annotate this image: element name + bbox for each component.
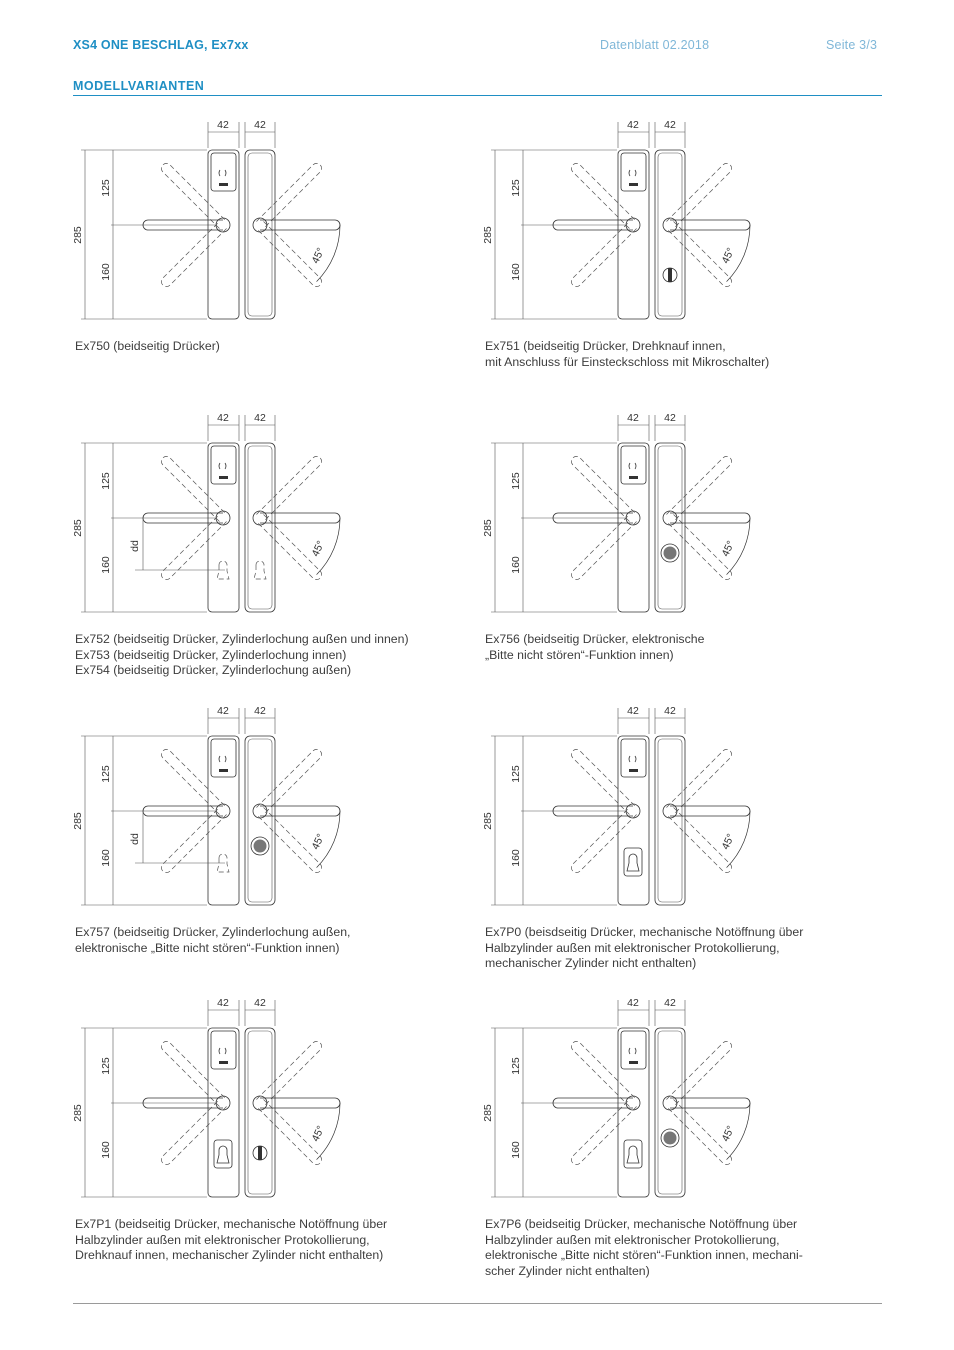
rfid-icon [629,1048,636,1054]
inner-plate [655,443,685,612]
dimension-width-outer-label: 42 [217,705,229,717]
outer-lever-rotated-up [569,161,636,228]
half-cylinder-icon [627,854,639,871]
fitting-drawing [72,990,475,1205]
inner-lever-rotated-up [256,161,323,228]
caption-line: elektronische „Bitte nicht stören“-Funktion innen) [75,940,340,955]
dimension-upper-label: 125 [100,179,112,197]
outer-plate [618,1028,649,1197]
do-not-disturb-fill [664,1132,677,1145]
dimension-width-inner-label: 42 [254,119,266,131]
led-indicator [629,476,638,479]
variant-caption [75,339,475,355]
caption-line: Ex7P1 (beidseitig Drücker, mechanische Notöffnung über [75,1217,388,1231]
caption-line: Ex7P0 (beisdseitig Drücker, mechanische Notöffnung über [485,925,804,939]
dimension-upper-label: 125 [510,179,522,197]
angle-label: 45° [309,538,328,559]
caption-line: mechanischer Zylinder nicht enthalten) [485,956,697,970]
dimension-upper-label: 125 [510,1057,522,1075]
inner-plate-border [248,153,272,316]
document-title: XS4 ONE BESCHLAG, Ex7xx [73,38,249,52]
angle-label: 45° [309,245,328,266]
half-cylinder-icon [627,1146,639,1163]
outer-plate [618,150,649,319]
variant-caption [485,925,885,972]
caption-line: Drehknauf innen, mechanischer Zylinder nicht enthalten) [75,1248,384,1262]
variant-caption [485,632,885,663]
outer-lever-rotated-down [569,1099,636,1166]
dimension-upper-label: 125 [100,1057,112,1075]
half-cylinder-cover [624,1140,642,1168]
thumb-turn-grip [668,268,672,282]
outer-plate [618,736,649,905]
caption-line: Ex752 (beidseitig Drücker, Zylinderlochung außen und innen) [75,632,409,646]
inner-plate [245,736,275,905]
dimension-width-outer-label: 42 [627,412,639,424]
dimension-width-inner-label: 42 [254,997,266,1009]
inner-plate [655,150,685,319]
angle-label: 45° [719,831,738,852]
inner-plate-border [248,1031,272,1194]
dimension-lower-label: 160 [100,263,112,281]
dimension-total-label: 285 [72,812,84,830]
caption-line: Halbzylinder außen mit elektronischer Protokollierung, [485,940,780,955]
led-indicator [219,1061,228,1064]
dimension-lower-label: 160 [510,849,522,867]
inner-plate [655,1028,685,1197]
dimension-width-inner-label: 42 [664,997,676,1009]
caption-line: Ex750 (beidseitig Drücker) [75,339,220,353]
dimension-lower-label: 160 [100,556,112,574]
dimension-lower-label: 160 [510,556,522,574]
dimension-width-inner-label: 42 [664,705,676,717]
outer-lever-rotated-up [569,454,636,521]
outer-lever-rotated-up [159,747,226,814]
inner-plate-border [248,739,272,902]
fitting-drawing [72,405,475,620]
caption-line: Halbzylinder außen mit elektronischer Protokollierung, [485,1232,780,1247]
rfid-icon [629,463,636,469]
dimension-lower-label: 160 [510,1141,522,1159]
dimension-width-inner-label: 42 [664,412,676,424]
dimension-total-label: 285 [482,812,494,830]
rfid-icon [219,756,226,762]
dimension-lower-label: 160 [510,263,522,281]
dimension-width-inner-label: 42 [254,412,266,424]
section-title: MODELLVARIANTEN [73,79,205,93]
dimension-width-outer-label: 42 [627,119,639,131]
outer-plate [208,150,239,319]
led-indicator [629,1061,638,1064]
inner-lever-rotated-up [666,747,733,814]
led-indicator [219,476,228,479]
do-not-disturb-fill [664,547,677,560]
half-cylinder-icon [217,1146,229,1163]
dimension-total-label: 285 [72,1104,84,1122]
dimension-dd-label: dd [129,540,141,552]
caption-line: elektronische „Bitte nicht stören“-Funktion innen, mechani- [485,1248,803,1262]
variant-caption [485,339,885,370]
caption-line: Halbzylinder außen mit elektronischer Protokollierung, [75,1232,370,1247]
angle-label: 45° [309,1123,328,1144]
caption-line: Ex753 (beidseitig Drücker, Zylinderlochung innen) [75,647,347,662]
outer-lever-rotated-up [159,454,226,521]
caption-line: mit Anschluss für Einsteckschloss mit Mikroschalter) [485,354,770,369]
led-indicator [219,183,228,186]
dimension-total-label: 285 [72,519,84,537]
dimension-dd-label: dd [129,833,141,845]
fitting-drawing [72,698,475,913]
thumb-turn-grip [258,1146,262,1160]
outer-lever-rotated-up [569,1039,636,1106]
dimension-width-outer-label: 42 [217,119,229,131]
dimension-lower-label: 160 [100,849,112,867]
inner-lever-rotated-up [256,1039,323,1106]
outer-lever-rotated-down [159,221,226,288]
dimension-total-label: 285 [482,226,494,244]
cylinder-hole-inner [254,561,266,579]
inner-plate [245,443,275,612]
header-rule [73,95,882,96]
inner-plate [245,150,275,319]
inner-plate-border [658,739,682,902]
inner-plate [655,736,685,905]
inner-lever-rotated-up [256,747,323,814]
half-cylinder-cover [214,1140,232,1168]
outer-lever-rotated-up [569,747,636,814]
dimension-width-inner-label: 42 [254,705,266,717]
caption-line: Ex754 (beidseitig Drücker, Zylinderlochung außen) [75,663,352,677]
variant-caption [75,632,475,679]
fitting-drawing [482,112,885,327]
fitting-drawing [482,405,885,620]
inner-plate [245,1028,275,1197]
angle-label: 45° [719,245,738,266]
rfid-icon [219,1048,226,1054]
outer-lever-rotated-down [569,514,636,581]
caption-line: Ex757 (beidseitig Drücker, Zylinderlochung außen, [75,925,351,939]
variant-caption [75,925,475,956]
inner-plate-border [658,153,682,316]
outer-lever-rotated-down [159,807,226,874]
dimension-total-label: 285 [482,1104,494,1122]
rfid-icon [629,756,636,762]
dimension-width-outer-label: 42 [627,997,639,1009]
led-indicator [629,769,638,772]
dimension-width-outer-label: 42 [627,705,639,717]
rfid-icon [219,170,226,176]
dimension-lower-label: 160 [100,1141,112,1159]
led-indicator [219,769,228,772]
outer-lever-rotated-down [569,807,636,874]
inner-plate-border [248,446,272,609]
variant-caption [75,1217,475,1264]
footer-rule [73,1303,882,1304]
dimension-upper-label: 125 [100,472,112,490]
rfid-icon [629,170,636,176]
caption-line: Ex751 (beidseitig Drücker, Drehknauf innen, [485,339,726,353]
variant-caption [485,1217,885,1279]
led-indicator [629,183,638,186]
outer-lever-rotated-up [159,161,226,228]
outer-plate [208,736,239,905]
angle-label: 45° [719,1123,738,1144]
dimension-upper-label: 125 [100,765,112,783]
inner-lever-rotated-up [666,454,733,521]
fitting-drawing [72,112,475,327]
inner-plate-border [658,1031,682,1194]
rfid-icon [219,463,226,469]
caption-line: Ex756 (beidseitig Drücker, elektronische [485,632,705,646]
inner-plate-border [658,446,682,609]
fitting-drawing [482,990,885,1205]
outer-lever-rotated-down [159,1099,226,1166]
dimension-total-label: 285 [72,226,84,244]
outer-plate [208,1028,239,1197]
datasheet-date: Datenblatt 02.2018 [600,38,710,52]
angle-label: 45° [719,538,738,559]
inner-lever-rotated-up [666,161,733,228]
outer-plate [208,443,239,612]
outer-lever-rotated-down [159,514,226,581]
dimension-width-inner-label: 42 [664,119,676,131]
caption-line: „Bitte nicht stören“-Funktion innen) [485,647,674,662]
dimension-total-label: 285 [482,519,494,537]
caption-line: scher Zylinder nicht enthalten) [485,1263,650,1278]
outer-lever-rotated-down [569,221,636,288]
outer-lever-rotated-up [159,1039,226,1106]
dimension-width-outer-label: 42 [217,412,229,424]
dimension-upper-label: 125 [510,472,522,490]
dimension-upper-label: 125 [510,765,522,783]
inner-lever-rotated-up [666,1039,733,1106]
angle-label: 45° [309,831,328,852]
outer-plate [618,443,649,612]
half-cylinder-cover [624,848,642,876]
inner-lever-rotated-up [256,454,323,521]
fitting-drawing [482,698,885,913]
do-not-disturb-fill [254,840,267,853]
page-number: Seite 3/3 [826,38,878,52]
dimension-width-outer-label: 42 [217,997,229,1009]
caption-line: Ex7P6 (beidseitig Drücker, mechanische Notöffnung über [485,1217,798,1231]
